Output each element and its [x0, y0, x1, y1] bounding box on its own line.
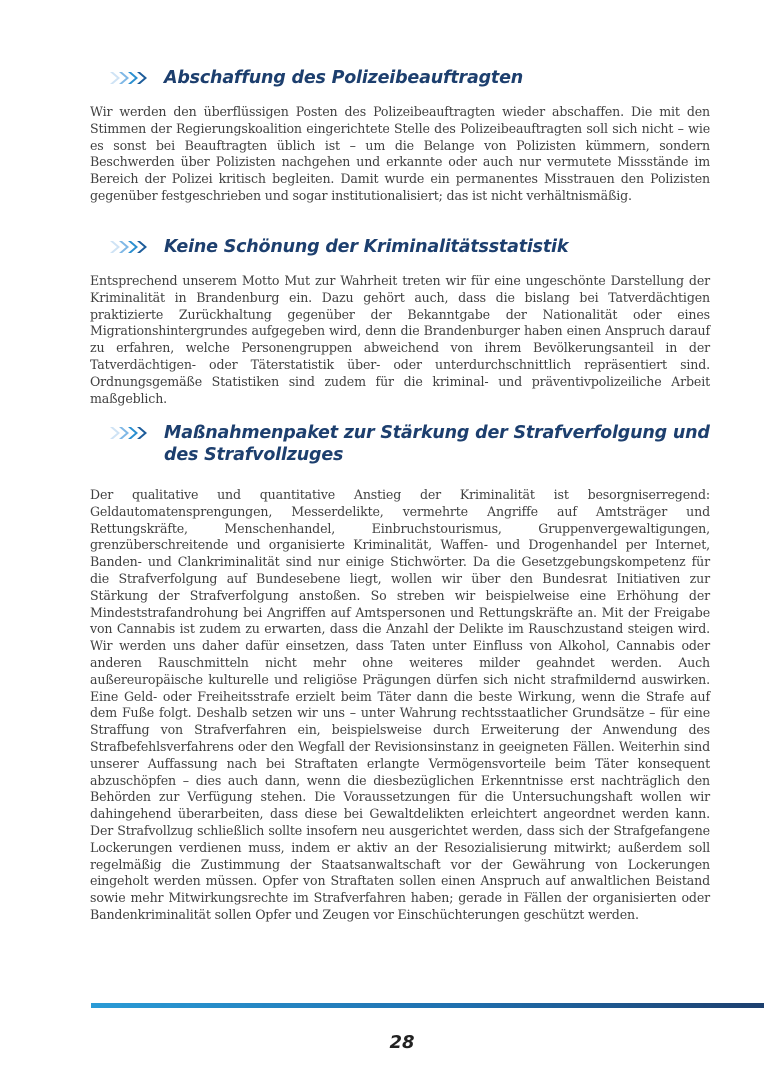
chevron-arrows-icon: [108, 70, 152, 86]
chevron-arrows-icon: [108, 425, 152, 441]
section-polizeibeauftragter: [90, 67, 710, 205]
footer-divider: [91, 1003, 764, 1008]
section-massnahmenpaket: [90, 422, 710, 924]
page-number: 28: [389, 1032, 415, 1053]
section-heading: [90, 236, 710, 258]
heading-text: Maßnahmenpaket zur Stärkung der Strafverfolgung und des Strafvollzuges: [164, 423, 710, 465]
heading-text: Keine Schönung der Kriminalitätsstatistik: [164, 237, 569, 257]
section-body: Der qualitative und quantitative Anstieg der Kriminalität ist besorgniserregend: Geldautomatensprengungen, Messerdelikte, vermehrte Angriffe auf Amtsträger und Rettungskräfte, Menschenhandel, Einbruchstourismus, Gruppenvergewaltigungen, grenzüberschreitende und organisierte Kriminalität, Waffen- und Drogenhandel per Internet, Banden- und Clankriminalität sind nur einige Stichwörter. Da die Gesetzgebungskompetenz für die Strafverfolgung auf Bundesebene liegt, wollen wir über den Bundesrat Initiativen zur Stärkung der Strafverfolgung anstoßen. So streben wir beispielweise eine Erhöhung der Mindeststrafandrohung bei Angriffen auf Amtspersonen und Rettungskräfte an. Mit der Freigabe von Cannabis ist zudem zu erwarten, dass die Anzahl der Delikte im Rauschzustand steigen wird. Wir werden uns daher dafür einsetzen, dass Taten unter Einfluss von Alkohol, Cannabis oder anderen Rauschmitteln nicht mehr ohne weiteres milder geahndet werden. Auch außereuropäische kulturelle und religiöse Prägungen dürfen sich nicht strafmildernd auswirken. Eine Geld- oder Freiheitsstrafe erzielt beim Täter dann die beste Wirkung, wenn die Strafe auf dem Fuße folgt. Deshalb setzen wir uns – unter Wahrung rechtsstaatlicher Grundsätze – für eine Straffung von Strafverfahren ein, beispielsweise durch Erweiterung der Anwendung des Strafbefehlsverfahrens oder den Wegfall der Revisionsinstanz in geeigneten Fällen. Weiterhin sind unserer Auffassung nach bei Straftaten erlangte Vermögensvorteile beim Täter konsequent abzuschöpfen – dies auch dann, wenn die diesbezüglichen Erkenntnisse erst nachträglich den Behörden zur Verfügung stehen. Die Voraussetzungen für die Untersuchungshaft wollen wir dahingehend überarbeiten, dass diese bei Gewaltdelikten erleichtert angeordnet werden kann. Der Strafvollzug schließlich sollte insofern neu ausgerichtet werden, dass sich der Strafgefangene Lockerungen verdienen muss, indem er aktiv an der Resozialisierung mitwirkt; außerdem soll regelmäßig die Zustimmung der Staatsanwaltschaft vor der Gewährung von Lockerungen eingeholt werden müssen. Opfer von Straftaten sollen einen Anspruch auf anwaltlichen Beistand sowie mehr Mitwirkungsrechte im Strafverfahren haben; gerade in Fällen der organisierten oder Bandenkriminalität sollen Opfer und Zeugen vor Einschüchterungen geschützt werden.: [90, 487, 710, 922]
section-kriminalitaetsstatistik: [90, 236, 710, 407]
section-heading: [90, 422, 710, 466]
section-body: Entsprechend unserem Motto Mut zur Wahrheit treten wir für eine ungeschönte Darstellung der Kriminalität in Brandenburg ein. Dazu gehört auch, dass die bislang bei Tatverdächtigen praktizierte Zurückhaltung gegenüber der Bekanntgabe der Nationalität oder eines Migrationshintergrundes aufgegeben wird, denn die Brandenburger haben einen Anspruch darauf zu erfahren, welche Personengruppen abweichend von ihrem Bevölkerungsanteil in der Tatverdächtigen- oder Täterstatistik über- oder unterdurchschnittlich repräsentiert sind. Ordnungsgemäße Statistiken sind zudem für die kriminal- und präventivpolizeiliche Arbeit maßgeblich.: [90, 273, 710, 406]
chevron-arrows-icon: [108, 239, 152, 255]
section-heading: [90, 67, 710, 89]
section-body: Wir werden den überflüssigen Posten des Polizeibeauftragten wieder abschaffen. Die mit den Stimmen der Regierungskoalition eingerichtete Stelle des Polizeibeauftragten soll sich nicht – wie es sonst bei Beauftragten üblich ist – um die Belange von Polizisten kümmern, sondern Beschwerden über Polizisten nachgehen und erkannte oder auch nur vermutete Missstände im Bereich der Polizei kritisch begleiten. Damit wurde ein permanentes Misstrauen den Polizisten gegenüber festgeschrieben und sogar institutionalisiert; das ist nicht verhältnismäßig.: [90, 104, 710, 203]
heading-text: Abschaffung des Polizeibeauftragten: [164, 68, 523, 88]
